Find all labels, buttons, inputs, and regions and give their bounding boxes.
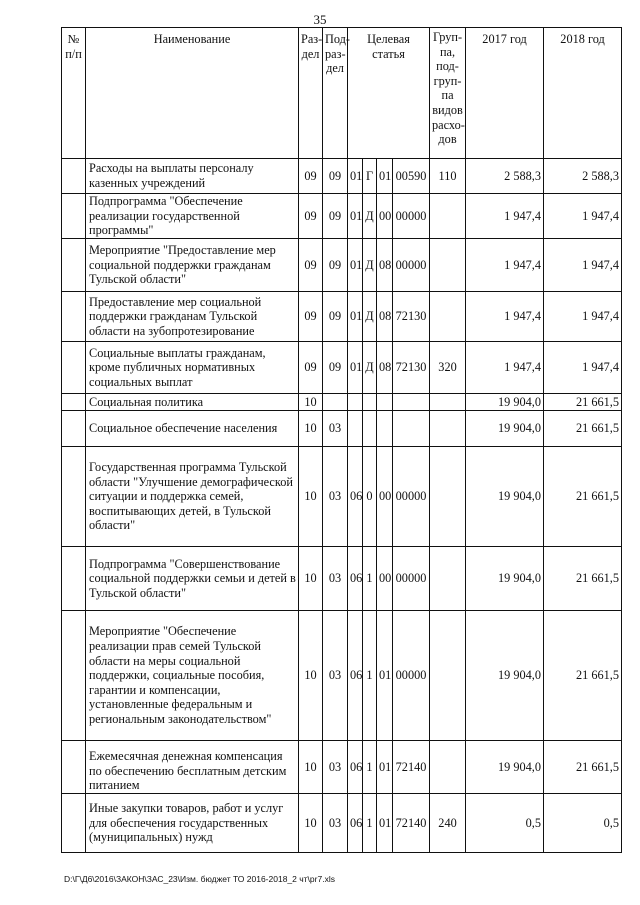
cell-target-program: 01 [348,239,363,292]
col-header-group-line: дов [438,132,457,147]
col-header-group-line: под- [436,59,459,74]
cell-group [430,239,466,292]
cell-podrazdel: 03 [323,447,348,547]
table-row [62,394,622,411]
cell-name: Ежемесячная денежная компенсация по обеспечению бесплатным детским питанием [86,741,299,794]
cell-target-program: 06 [348,547,363,611]
cell-razdel: 10 [299,794,323,853]
cell-2017: 0,5 [466,794,544,853]
cell-target-event: 08 [377,342,393,394]
cell-target-event: 01 [377,741,393,794]
cell-num [62,292,86,342]
cell-2018: 21 661,5 [544,741,622,794]
cell-target-program: 01 [348,194,363,239]
cell-2017: 19 904,0 [466,611,544,741]
cell-target-direction: 00590 [393,159,430,194]
cell-name: Мероприятие "Предоставление мер социальной поддержки гражданам Тульской области" [86,239,299,292]
cell-num [62,611,86,741]
cell-target-program: 06 [348,794,363,853]
cell-target-event: 01 [377,794,393,853]
cell-2017: 19 904,0 [466,741,544,794]
cell-podrazdel: 03 [323,611,348,741]
cell-2017: 2 588,3 [466,159,544,194]
cell-num [62,159,86,194]
cell-target-subprogram: 1 [363,741,377,794]
cell-target-program [348,411,363,447]
cell-razdel: 10 [299,411,323,447]
cell-name: Подпрограмма "Обеспечение реализации государственной программы" [86,194,299,239]
col-header-podrazdel: Под-раз-дел [323,28,348,159]
cell-target-event [377,394,393,411]
cell-2017: 1 947,4 [466,292,544,342]
cell-target-event: 08 [377,292,393,342]
table-row [62,194,622,239]
cell-target-direction: 72140 [393,794,430,853]
cell-2017: 19 904,0 [466,447,544,547]
cell-group: 240 [430,794,466,853]
cell-2018: 21 661,5 [544,611,622,741]
table-row [62,159,622,194]
cell-target-event: 01 [377,159,393,194]
col-header-group-line: расхо- [432,117,465,132]
cell-num [62,194,86,239]
cell-target-direction: 72140 [393,741,430,794]
cell-name: Социальное обеспечение населения [86,411,299,447]
cell-razdel: 10 [299,611,323,741]
cell-num [62,547,86,611]
cell-num [62,794,86,853]
cell-target-subprogram: 0 [363,447,377,547]
cell-razdel: 10 [299,741,323,794]
cell-target-event [377,411,393,447]
cell-name: Предоставление мер социальной поддержки гражданам Тульской области на зубопротезирование [86,292,299,342]
cell-podrazdel: 03 [323,794,348,853]
col-header-num: № п/п [62,28,86,159]
cell-group [430,447,466,547]
cell-2018: 1 947,4 [544,292,622,342]
cell-target-program: 01 [348,292,363,342]
cell-razdel: 09 [299,292,323,342]
cell-target-direction: 00000 [393,547,430,611]
cell-group [430,611,466,741]
cell-razdel: 09 [299,239,323,292]
col-header-group-line: груп- [433,73,462,88]
cell-num [62,741,86,794]
cell-2018: 2 588,3 [544,159,622,194]
col-header-group-line: па [441,88,454,103]
table-row [62,611,622,741]
cell-podrazdel: 03 [323,547,348,611]
cell-target-event: 00 [377,547,393,611]
cell-target-program: 06 [348,447,363,547]
cell-razdel: 10 [299,547,323,611]
col-header-group-line: Груп- [432,30,463,44]
col-header-name: Наименование [86,28,299,159]
col-header-2018: 2018 год [544,28,622,159]
header-row [62,28,622,159]
cell-group: 320 [430,342,466,394]
cell-target-direction: 72130 [393,292,430,342]
cell-name: Государственная программа Тульской области "Улучшение демографической ситуации и поддержка семей, воспитывающих детей, в Тульской области" [86,447,299,547]
cell-target-program: 01 [348,159,363,194]
cell-2018: 21 661,5 [544,394,622,411]
cell-2018: 1 947,4 [544,342,622,394]
cell-target-direction: 00000 [393,611,430,741]
cell-num [62,394,86,411]
cell-podrazdel: 09 [323,342,348,394]
cell-podrazdel: 09 [323,159,348,194]
cell-name: Социальные выплаты гражданам, кроме публичных нормативных социальных выплат [86,342,299,394]
cell-num [62,447,86,547]
cell-2017: 1 947,4 [466,342,544,394]
cell-name: Иные закупки товаров, работ и услуг для обеспечения государственных (муниципальных) нужд [86,794,299,853]
cell-target-direction: 00000 [393,447,430,547]
cell-2017: 19 904,0 [466,394,544,411]
cell-razdel: 09 [299,342,323,394]
cell-group: 110 [430,159,466,194]
cell-name: Мероприятие "Обеспечение реализации прав семей Тульской области на меры социальной поддержки, социальные пособия, гарантии и компенсации, установленные федеральным и региональным законодательством" [86,611,299,741]
col-header-2017: 2017 год [466,28,544,159]
cell-razdel: 09 [299,194,323,239]
cell-2017: 1 947,4 [466,239,544,292]
budget-table [61,27,622,853]
cell-podrazdel [323,394,348,411]
cell-target-subprogram: Д [363,194,377,239]
cell-2018: 0,5 [544,794,622,853]
cell-name: Расходы на выплаты персоналу казенных учреждений [86,159,299,194]
cell-target-event: 00 [377,194,393,239]
cell-name: Подпрограмма "Совершенствование социальной поддержки семьи и детей в Тульской области" [86,547,299,611]
cell-target-direction: 00000 [393,194,430,239]
cell-target-subprogram: 1 [363,547,377,611]
cell-target-event: 00 [377,447,393,547]
cell-num [62,239,86,292]
col-header-group-line: видов [432,102,463,117]
cell-group [430,411,466,447]
cell-razdel: 09 [299,159,323,194]
cell-podrazdel: 09 [323,194,348,239]
cell-group [430,292,466,342]
cell-target-subprogram: Д [363,292,377,342]
cell-target-subprogram [363,394,377,411]
cell-target-subprogram [363,411,377,447]
cell-target-subprogram: 1 [363,611,377,741]
table-row [62,292,622,342]
cell-target-subprogram: 1 [363,794,377,853]
table-row [62,342,622,394]
cell-2017: 1 947,4 [466,194,544,239]
cell-name: Социальная политика [86,394,299,411]
cell-target-program: 06 [348,741,363,794]
cell-group [430,394,466,411]
cell-num [62,411,86,447]
cell-podrazdel: 09 [323,292,348,342]
table-row [62,794,622,853]
table-row [62,411,622,447]
cell-target-event: 08 [377,239,393,292]
cell-target-direction [393,411,430,447]
cell-razdel: 10 [299,447,323,547]
cell-podrazdel: 09 [323,239,348,292]
cell-podrazdel: 03 [323,411,348,447]
cell-num [62,342,86,394]
cell-2017: 19 904,0 [466,411,544,447]
cell-target-program [348,394,363,411]
cell-podrazdel: 03 [323,741,348,794]
table-row [62,447,622,547]
col-header-group [430,28,466,159]
cell-target-program: 06 [348,611,363,741]
cell-razdel: 10 [299,394,323,411]
col-header-target: Целевая статья [348,28,430,159]
cell-2018: 21 661,5 [544,547,622,611]
cell-group [430,547,466,611]
cell-target-subprogram: Г [363,159,377,194]
table-row [62,547,622,611]
cell-target-direction: 00000 [393,239,430,292]
cell-target-event: 01 [377,611,393,741]
cell-target-program: 01 [348,342,363,394]
cell-target-subprogram: Д [363,342,377,394]
cell-target-subprogram: Д [363,239,377,292]
table-row [62,239,622,292]
cell-group [430,741,466,794]
page-number: 35 [313,12,327,27]
cell-2018: 1 947,4 [544,239,622,292]
cell-2018: 21 661,5 [544,447,622,547]
cell-2017: 19 904,0 [466,547,544,611]
col-header-group-line: па, [439,44,456,59]
cell-target-direction: 72130 [393,342,430,394]
cell-target-direction [393,394,430,411]
cell-group [430,194,466,239]
cell-2018: 21 661,5 [544,411,622,447]
col-header-razdel: Раз-дел [299,28,323,159]
cell-2018: 1 947,4 [544,194,622,239]
file-path-footer: D:\Г\Д6\2016\ЗАКОН\ЗАС_23\Изм. бюджет ТО 2016-2018_2 чт\pr7.xls [64,874,335,884]
table-row [62,741,622,794]
